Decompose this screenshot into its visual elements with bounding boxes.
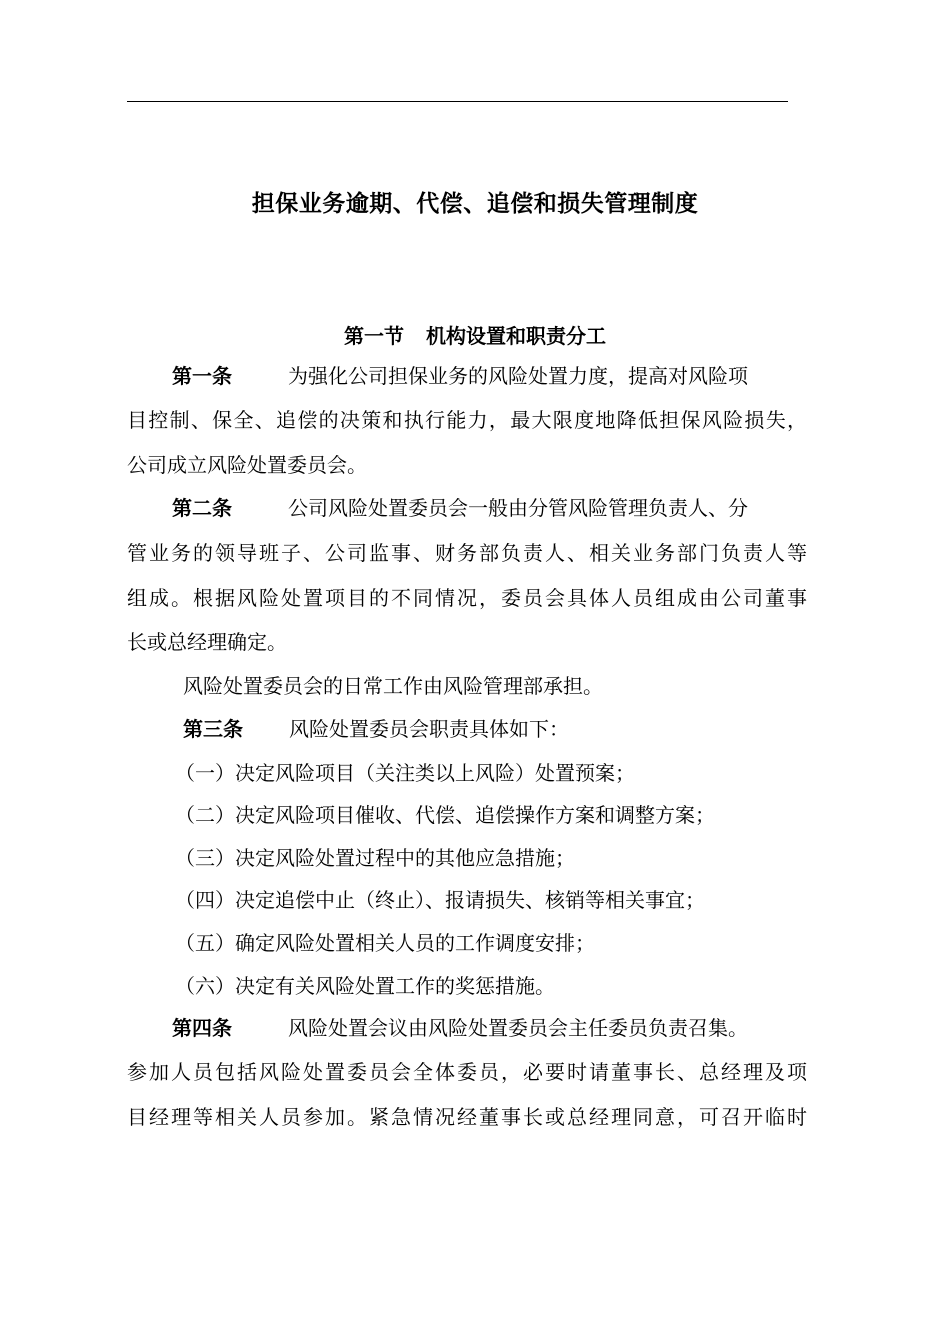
- article-2-first-line: [172, 494, 807, 522]
- article-2-text-1: 公司风险处置委员会一般由分管风险管理负责人、分: [288, 496, 748, 520]
- article-2-text-4: 长或总经理确定。: [127, 630, 287, 654]
- article-1-label: 第一条: [172, 364, 232, 388]
- article-3-item: （三）决定风险处置过程中的其他应急措施；: [175, 846, 575, 870]
- article-4-first-line: [172, 1014, 807, 1042]
- article-2-paragraph-2: 风险处置委员会的日常工作由风险管理部承担。: [183, 674, 603, 698]
- article-3-item: （二）决定风险项目催收、代偿、追偿操作方案和调整方案；: [175, 803, 715, 827]
- article-4-text-2: 参加人员包括风险处置委员会全体委员，必要时请董事长、总经理及项: [127, 1060, 807, 1084]
- section-name: 机构设置和职责分工: [426, 324, 606, 348]
- article-3-item: （五）确定风险处置相关人员的工作调度安排；: [175, 931, 595, 955]
- section-heading: [0, 320, 950, 349]
- article-3-item: （四）决定追偿中止（终止）、报请损失、核销等相关事宜；: [175, 888, 705, 912]
- section-number: 第一节: [344, 324, 404, 348]
- article-3-item: （六）决定有关风险处置工作的奖惩措施。: [175, 974, 555, 998]
- article-3-intro: 风险处置委员会职责具体如下：: [289, 717, 569, 741]
- article-4-text-3: 目经理等相关人员参加。紧急情况经董事长或总经理同意，可召开临时: [127, 1105, 807, 1129]
- article-2-label: 第二条: [172, 496, 232, 520]
- article-4-label: 第四条: [172, 1016, 232, 1040]
- article-1-first-line: [172, 362, 807, 390]
- article-2-text-3: 组成。根据风险处置项目的不同情况，委员会具体人员组成由公司董事: [127, 586, 807, 610]
- article-1-text-3: 公司成立风险处置委员会。: [127, 453, 367, 477]
- header-rule: [127, 101, 788, 102]
- document-title: 担保业务逾期、代偿、追偿和损失管理制度: [251, 191, 699, 217]
- article-3-item: （一）决定风险项目（关注类以上风险）处置预案；: [175, 761, 635, 785]
- article-1-text-1: 为强化公司担保业务的风险处置力度，提高对风险项: [288, 364, 748, 388]
- article-4-text-1: 风险处置会议由风险处置委员会主任委员负责召集。: [288, 1016, 748, 1040]
- article-1-text-2: 目控制、保全、追偿的决策和执行能力，最大限度地降低担保风险损失，: [127, 408, 807, 432]
- article-3-label: 第三条: [183, 717, 243, 741]
- article-2-text-2: 管业务的领导班子、公司监事、财务部负责人、相关业务部门负责人等: [127, 541, 807, 565]
- article-3-first-line: [183, 715, 863, 743]
